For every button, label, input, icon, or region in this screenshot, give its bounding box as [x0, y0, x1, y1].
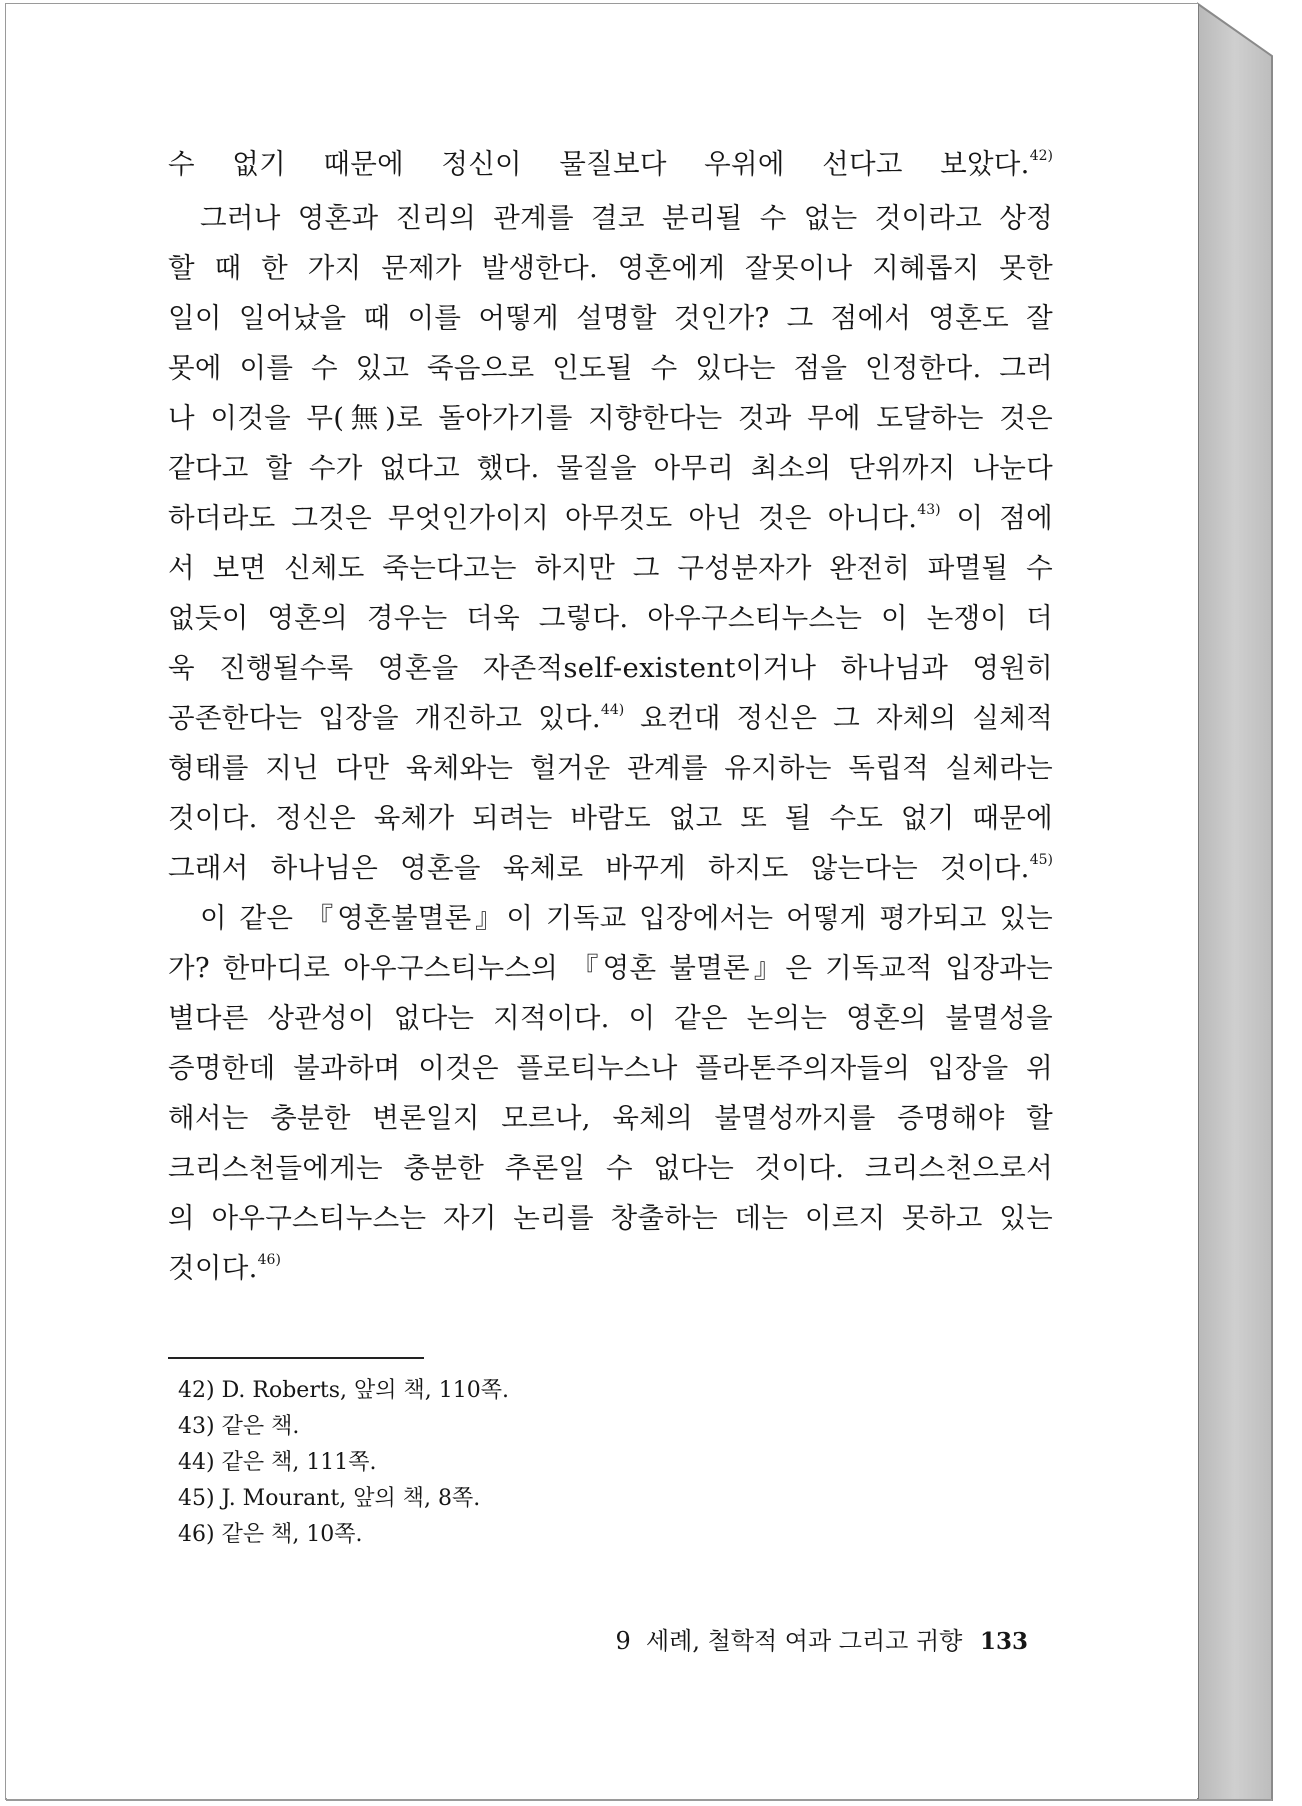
body-line: [168, 398, 1053, 438]
body-line: [168, 248, 1053, 288]
footnote-text: J. Mourant, 앞의 책, 8쪽.: [221, 1486, 481, 1511]
body-line: [168, 448, 1053, 488]
chapter-number: 9: [615, 1627, 631, 1655]
footnote-text: 같은 책.: [221, 1414, 300, 1439]
footnote-text: 같은 책, 111쪽.: [221, 1450, 377, 1475]
line-text: 가? 한마디로 아우구스티누스의 『영혼 불멸론』은 기독교적 입장과는: [168, 952, 1053, 984]
line-text: 같다고 할 수가 없다고 했다. 물질을 아무리 최소의 단위까지 나눈다: [168, 452, 1053, 484]
body-line: [168, 144, 1053, 184]
body-line: [168, 498, 1053, 538]
footnote-item: [178, 1518, 363, 1552]
body-line: [168, 348, 1053, 388]
line-text: 공존한다는 입장을 개진하고 있다.: [168, 702, 601, 734]
line-text: 이 점에: [940, 502, 1053, 534]
line-text: 욱 진행될수록 영혼을 자존적self-existent이거나 하나님과 영원히: [168, 652, 1053, 684]
footnote-ref[interactable]: 43): [917, 502, 941, 518]
line-text: 것이다. 정신은 육체가 되려는 바람도 없고 또 될 수도 없기 때문에: [168, 802, 1053, 834]
line-text: 그러나 영혼과 진리의 관계를 결코 분리될 수 없는 것이라고 상정: [200, 202, 1053, 234]
body-line: [168, 1198, 1053, 1238]
footnote-text: D. Roberts, 앞의 책, 110쪽.: [221, 1378, 509, 1403]
footnote-ref[interactable]: 42): [1029, 148, 1053, 164]
line-text: 별다른 상관성이 없다는 지적이다. 이 같은 논의는 영혼의 불멸성을: [168, 1002, 1053, 1034]
line-text: 그래서 하나님은 영혼을 육체로 바꾸게 하지도 않는다는 것이다.: [168, 852, 1030, 884]
body-line: [168, 198, 1053, 238]
body-line: [168, 598, 1053, 638]
footnote-number: 46): [178, 1522, 215, 1547]
body-line: [168, 1098, 1053, 1138]
line-text: 할 때 한 가지 문제가 발생한다. 영혼에게 잘못이나 지혜롭지 못한: [168, 252, 1053, 284]
body-line: [168, 798, 1053, 838]
body-line: [168, 1248, 1053, 1288]
line-text: 증명한데 불과하며 이것은 플로티누스나 플라톤주의자들의 입장을 위: [168, 1052, 1053, 1084]
footnote-item: [178, 1446, 377, 1480]
body-line: [168, 848, 1053, 888]
line-text: 요컨대 정신은 그 자체의 실체적: [624, 702, 1054, 734]
running-footer: [615, 1624, 1028, 1659]
footnote-number: 44): [178, 1450, 215, 1475]
body-line: [168, 748, 1053, 788]
line-text: 서 보면 신체도 죽는다고는 하지만 그 구성분자가 완전히 파멸될 수: [168, 552, 1053, 584]
line-text: 해서는 충분한 변론일지 모르나, 육체의 불멸성까지를 증명해야 할: [168, 1102, 1053, 1134]
line-text: 없듯이 영혼의 경우는 더욱 그렇다. 아우구스티누스는 이 논쟁이 더: [168, 602, 1053, 634]
line-text: 것이다.: [168, 1252, 258, 1284]
footnote-ref[interactable]: 44): [600, 702, 625, 718]
body-line: [168, 1048, 1053, 1088]
line-text: 하더라도 그것은 무엇인가이지 아무것도 아닌 것은 아니다.: [168, 502, 918, 534]
body-line: [168, 898, 1053, 938]
footnote-number: 45): [178, 1486, 215, 1511]
footnote-text: 같은 책, 10쪽.: [221, 1522, 363, 1547]
footnote-item: [178, 1374, 509, 1408]
footnote-ref[interactable]: 46): [257, 1252, 281, 1268]
footnote-item: [178, 1482, 480, 1516]
line-text: 형태를 지닌 다만 육체와는 헐거운 관계를 유지하는 독립적 실체라는: [168, 752, 1053, 784]
line-text: 의 아우구스티누스는 자기 논리를 창출하는 데는 이르지 못하고 있는: [168, 1202, 1053, 1234]
body-line: [168, 548, 1053, 588]
body-line: [168, 698, 1053, 738]
body-line: [168, 998, 1053, 1038]
line-text: 크리스천들에게는 충분한 추론일 수 없다는 것이다. 크리스천으로서: [168, 1152, 1053, 1184]
line-text: 수 없기 때문에 정신이 물질보다 우위에 선다고 보았다.: [168, 148, 1030, 180]
footnote-item: [178, 1410, 299, 1444]
line-text: 이 같은 『영혼불멸론』이 기독교 입장에서는 어떻게 평가되고 있는: [200, 902, 1053, 934]
body-line: [168, 948, 1053, 988]
line-text: 못에 이를 수 있고 죽음으로 인도될 수 있다는 점을 인정한다. 그러: [168, 352, 1053, 384]
body-line: [168, 298, 1053, 338]
footnote-ref[interactable]: 45): [1029, 852, 1053, 868]
line-text: 나 이것을 무(無)로 돌아가기를 지향한다는 것과 무에 도달하는 것은: [168, 402, 1053, 434]
page-number: 133: [979, 1628, 1028, 1655]
footnote-number: 43): [178, 1414, 215, 1439]
footnote-divider: [168, 1357, 424, 1359]
footnote-number: 42): [178, 1378, 215, 1403]
body-line: [168, 648, 1053, 688]
body-line: [168, 1148, 1053, 1188]
line-text: 일이 일어났을 때 이를 어떻게 설명할 것인가? 그 점에서 영혼도 잘: [168, 302, 1053, 334]
chapter-title: 세례, 철학적 여과 그리고 귀향: [645, 1627, 963, 1655]
